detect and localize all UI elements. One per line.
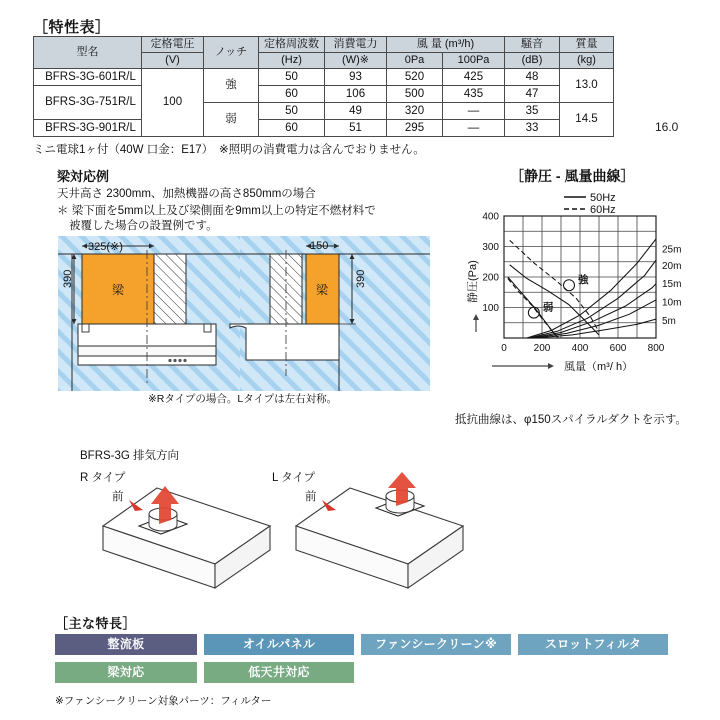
- th-voltage: 定格電圧: [142, 37, 204, 53]
- beam-line-3: 被覆した場合の設置例です。: [69, 220, 218, 232]
- cell-weight-2: 16.0: [655, 120, 679, 134]
- y-tick-label: 200: [482, 272, 499, 284]
- feature-badge[interactable]: 低天井対応: [204, 662, 354, 683]
- x-tick-label: 800: [647, 343, 665, 354]
- cell-notch-weak: 弱: [204, 103, 259, 137]
- cell-pa0-3: 295: [387, 120, 443, 137]
- chart-annotation: 強: [578, 274, 589, 287]
- beam-left-height-dim: 390: [62, 269, 74, 288]
- exhaust-title: BFRS-3G 排気方向: [80, 450, 180, 462]
- cell-weight-1: 14.5: [560, 103, 614, 137]
- beam-diagram-left: [58, 236, 248, 391]
- cell-pa0-1: 500: [387, 86, 443, 103]
- cell-freq-0: 50: [259, 69, 325, 86]
- th-weight-unit: (kg): [560, 53, 614, 69]
- cell-weight-0: 13.0: [560, 69, 614, 103]
- th-notch: ノッチ: [204, 37, 259, 69]
- th-freq: 定格周波数: [259, 37, 325, 53]
- beam-section-heading: 梁対応例: [57, 169, 110, 184]
- resistance-label: 25m: [662, 244, 682, 256]
- cell-pa100-0: 425: [443, 69, 505, 86]
- spec-table-container: [33, 36, 614, 137]
- beam-caption: ※Rタイプの場合。Lタイプは左右対称。: [148, 393, 338, 405]
- th-noise-unit: (dB): [505, 53, 560, 69]
- th-weight: 質量: [560, 37, 614, 53]
- cell-freq-3: 60: [259, 120, 325, 137]
- th-airflow: 風 量 (m³/h): [387, 37, 505, 53]
- th-freq-unit: (Hz): [259, 53, 325, 69]
- exhaust-l-type-label: L タイプ: [272, 472, 316, 484]
- feature-badge[interactable]: ファンシークリーン※: [361, 634, 511, 655]
- th-power-unit: (W)※: [325, 53, 387, 69]
- y-tick-label: 300: [482, 242, 499, 253]
- chart-legend-entry: 60Hz: [590, 204, 616, 216]
- th-airflow-0pa: 0Pa: [387, 53, 443, 69]
- x-tick-label: 400: [571, 343, 589, 354]
- table-row: [34, 120, 614, 137]
- feature-badge[interactable]: オイルパネル: [204, 634, 354, 655]
- cell-freq-1: 60: [259, 86, 325, 103]
- spec-section-heading: ［特性表］: [33, 19, 111, 36]
- exhaust-r-type-label: R タイプ: [80, 472, 126, 484]
- cell-noise-2: 35: [505, 103, 560, 120]
- feature-badge[interactable]: スロットフィルタ: [518, 634, 668, 655]
- static-pressure-chart: [462, 188, 720, 406]
- cell-model-2: BFRS-3G-901R/L: [34, 120, 142, 137]
- table-row: [34, 69, 614, 86]
- cell-pa0-2: 320: [387, 103, 443, 120]
- beam-right-width-dim: 150: [310, 240, 329, 252]
- x-tick-label: 200: [533, 343, 551, 354]
- cell-noise-1: 47: [505, 86, 560, 103]
- features-footnote: ※ファンシークリーン対象パーツ：フィルター: [55, 695, 272, 707]
- cell-model-1: BFRS-3G-751R/L: [34, 86, 142, 120]
- y-tick-label: 100: [482, 303, 499, 314]
- beam-block-label-right: 梁: [315, 283, 329, 297]
- curve-section-heading: ［静圧 - 風量曲線］: [510, 168, 635, 184]
- cell-power-1: 106: [325, 86, 387, 103]
- beam-right-height-dim: 390: [355, 269, 367, 288]
- cell-noise-3: 33: [505, 120, 560, 137]
- features-section-heading: ［主な特長］: [55, 616, 137, 631]
- cell-noise-0: 48: [505, 69, 560, 86]
- th-noise: 騒音: [505, 37, 560, 53]
- cell-pa100-1: 435: [443, 86, 505, 103]
- cell-power-3: 51: [325, 120, 387, 137]
- beam-line-1: 天井高さ 2300mm、加熱機器の高さ850mmの場合: [57, 188, 316, 200]
- chart-xlabel: 風量（m³/ h）: [564, 361, 634, 373]
- cell-pa100-2: —: [443, 103, 505, 120]
- th-model: 型名: [34, 37, 142, 69]
- resistance-label: 15m: [662, 279, 682, 291]
- x-tick-label: 600: [609, 343, 627, 354]
- chart-ylabel: 静圧(Pa): [467, 260, 479, 303]
- spec-footnote: ミニ電球1ヶ付（40W 口金：E17） ※照明の消費電力は含んでおりません。: [33, 144, 425, 156]
- spec-table: [33, 36, 614, 137]
- beam-diagram-right: [240, 236, 430, 391]
- beam-block-label-left: 梁: [111, 283, 125, 297]
- feature-badges-row-2: [55, 662, 354, 683]
- front-label-r: 前: [112, 491, 124, 503]
- resistance-label: 10m: [662, 297, 682, 309]
- resistance-label: 5m: [662, 315, 676, 327]
- table-header-row: [34, 37, 614, 53]
- cell-pa0-0: 520: [387, 69, 443, 86]
- cell-power-0: 93: [325, 69, 387, 86]
- chart-annotation: 弱: [542, 301, 554, 314]
- beam-left-width-dim: 325(※): [88, 241, 123, 253]
- feature-badges-row-1: [55, 634, 668, 655]
- cell-freq-2: 50: [259, 103, 325, 120]
- th-airflow-100pa: 100Pa: [443, 53, 505, 69]
- cell-voltage: 100: [142, 69, 204, 137]
- cell-model-0: BFRS-3G-601R/L: [34, 69, 142, 86]
- chart-legend-entry: 50Hz: [590, 192, 616, 204]
- table-row: [34, 86, 614, 103]
- cell-power-2: 49: [325, 103, 387, 120]
- beam-line-2: ＊ 梁下面を5mm以上及び梁側面を9mm以上の特定不燃材料で: [57, 205, 376, 217]
- cell-pa100-3: —: [443, 120, 505, 137]
- th-voltage-unit: (V): [142, 53, 204, 69]
- y-tick-label: 400: [482, 211, 499, 223]
- th-power: 消費電力: [325, 37, 387, 53]
- x-tick-label: 0: [501, 343, 507, 354]
- front-label-l: 前: [305, 491, 317, 503]
- feature-badge[interactable]: 整流板: [55, 634, 197, 655]
- resistance-label: 20m: [662, 260, 682, 272]
- feature-badge[interactable]: 梁対応: [55, 662, 197, 683]
- chart-note: 抵抗曲線は、φ150スパイラルダクトを示す。: [455, 414, 687, 426]
- cell-notch-strong: 強: [204, 69, 259, 103]
